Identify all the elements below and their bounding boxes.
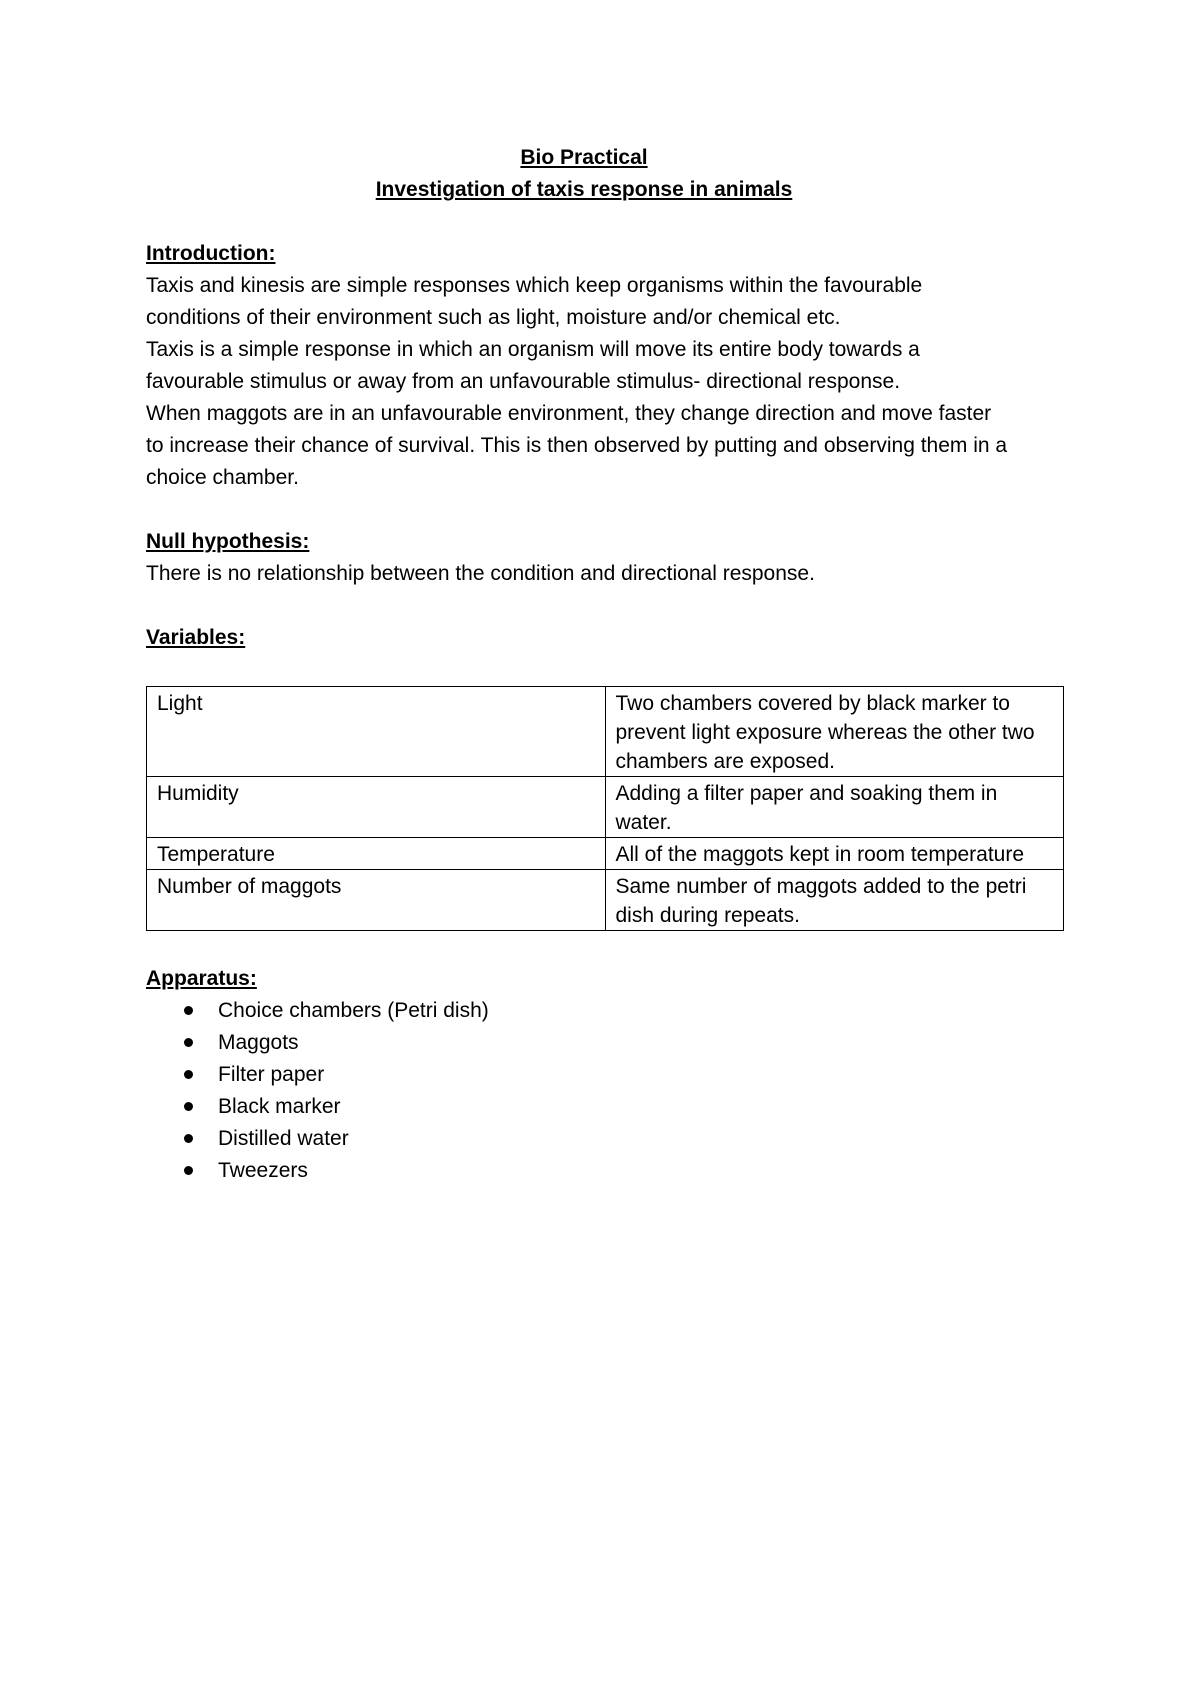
apparatus-item: Distilled water (218, 1127, 349, 1150)
bullet-icon (184, 1006, 193, 1015)
list-item (184, 1027, 1066, 1059)
variable-cell: Light (147, 687, 606, 777)
introduction-line: Taxis and kinesis are simple responses which keep organisms within the favourable (146, 274, 923, 297)
control-cell: All of the maggots kept in room temperature (605, 838, 1064, 870)
control-cell: Two chambers covered by black marker to prevent light exposure whereas the other two chambers are exposed. (605, 687, 1064, 777)
null-hypothesis-heading: Null hypothesis: (146, 530, 310, 553)
bullet-icon (184, 1134, 193, 1143)
introduction-line: Taxis is a simple response in which an organism will move its entire body towards a (146, 338, 920, 361)
table-row (147, 777, 1064, 838)
table-row (147, 870, 1064, 931)
variable-cell: Humidity (147, 777, 606, 838)
control-cell: Same number of maggots added to the petri dish during repeats. (605, 870, 1064, 931)
variable-cell: Number of maggots (147, 870, 606, 931)
variable-cell: Temperature (147, 838, 606, 870)
table-row (147, 838, 1064, 870)
title-line-1: Bio Practical (520, 146, 648, 169)
apparatus-list (146, 995, 1066, 1187)
control-cell: Adding a filter paper and soaking them in water. (605, 777, 1064, 838)
title-line-2: Investigation of taxis response in animals (375, 178, 793, 201)
introduction-heading: Introduction: (146, 242, 276, 265)
list-item (184, 1091, 1066, 1123)
document-content (146, 142, 1066, 1187)
apparatus-item: Tweezers (218, 1159, 308, 1182)
document-title (146, 142, 1022, 206)
table-row (147, 687, 1064, 777)
apparatus-item: Choice chambers (Petri dish) (218, 999, 489, 1022)
bullet-icon (184, 1070, 193, 1079)
bullet-icon (184, 1102, 193, 1111)
introduction-line: to increase their chance of survival. This is then observed by putting and observing them in a (146, 434, 1008, 457)
introduction-text (146, 270, 1076, 494)
list-item (184, 995, 1066, 1027)
introduction-line: favourable stimulus or away from an unfavourable stimulus- directional response. (146, 370, 901, 393)
introduction-line: conditions of their environment such as light, moisture and/or chemical etc. (146, 306, 841, 329)
bullet-icon (184, 1038, 193, 1047)
apparatus-item: Filter paper (218, 1063, 325, 1086)
list-item (184, 1155, 1066, 1187)
variables-table (146, 686, 1064, 931)
variables-heading: Variables: (146, 626, 246, 649)
list-item (184, 1123, 1066, 1155)
apparatus-item: Maggots (218, 1031, 299, 1054)
list-item (184, 1059, 1066, 1091)
introduction-line: choice chamber. (146, 466, 299, 489)
bullet-icon (184, 1166, 193, 1175)
introduction-line: When maggots are in an unfavourable environment, they change direction and move faster (146, 402, 992, 425)
apparatus-heading: Apparatus: (146, 967, 257, 990)
apparatus-item: Black marker (218, 1095, 341, 1118)
null-hypothesis-text: There is no relationship between the condition and directional response. (146, 562, 815, 585)
